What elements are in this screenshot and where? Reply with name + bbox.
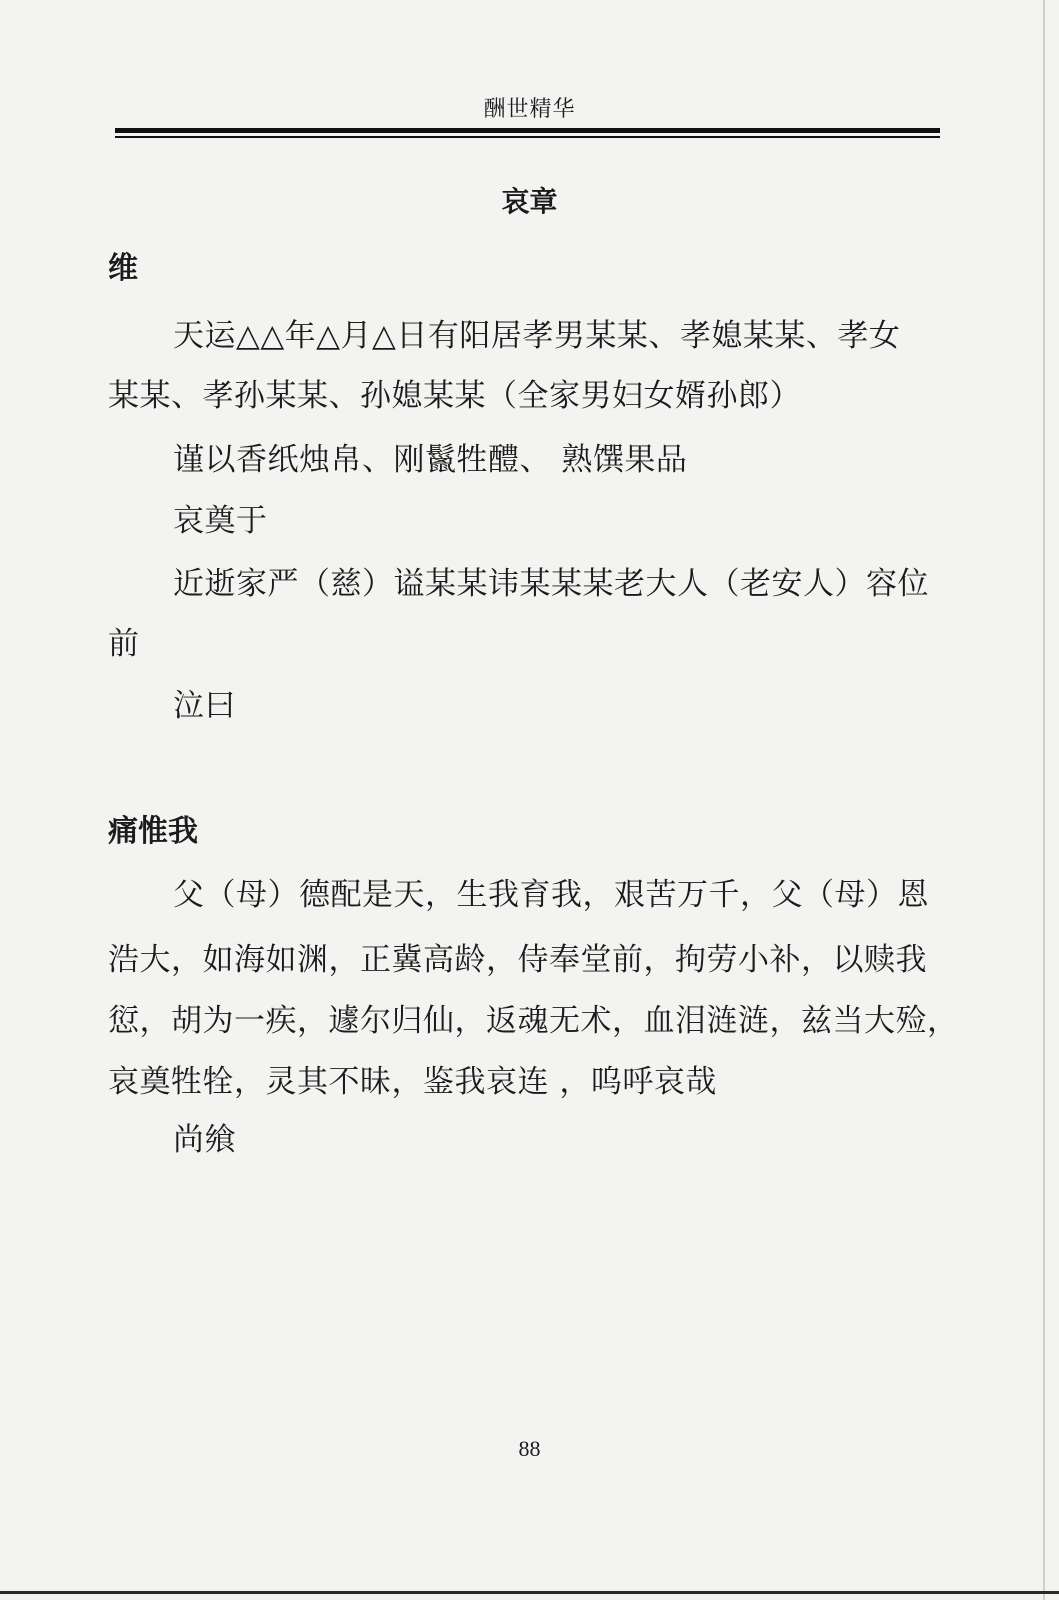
header-rule-thin xyxy=(115,136,940,138)
section-heading-wei: 维 xyxy=(108,251,138,286)
header-rule-thick xyxy=(115,128,940,133)
text-line: 前 xyxy=(108,626,140,662)
text-line: 愆，胡为一疾，遽尔归仙，返魂无术，血泪涟涟，兹当大殓， xyxy=(108,1003,959,1039)
scan-edge-bottom xyxy=(0,1591,1059,1594)
text-line: 父（母）德配是天，生我育我，艰苦万千，父（母）恩 xyxy=(173,877,929,913)
text-line: 浩大，如海如渊，正冀高龄，侍奉堂前，拘劳小补，以赎我 xyxy=(108,942,927,978)
page-number: 88 xyxy=(518,1436,541,1461)
text-line: 尚飨 xyxy=(173,1122,236,1158)
scan-edge-right xyxy=(1043,0,1045,1600)
text-line: 谨以香纸烛帛、刚鬣牲醴、 熟馔果品 xyxy=(173,442,688,478)
section-heading-tongweiwo: 痛惟我 xyxy=(108,814,198,849)
document-title: 哀章 xyxy=(501,185,558,218)
text-line: 泣曰 xyxy=(173,688,236,724)
text-line: 哀奠于 xyxy=(173,503,268,539)
text-line: 某某、孝孙某某、孙媳某某（全家男妇女婿孙郎） xyxy=(108,378,801,414)
text-line: 天运△△年△月△日有阳居孝男某某、孝媳某某、孝女 xyxy=(173,318,901,354)
text-line: 哀奠牲牷，灵其不昧，鉴我哀连 ，呜呼哀哉 xyxy=(108,1064,717,1100)
text-line: 近逝家严（慈）谥某某讳某某某老大人（老安人）容位 xyxy=(173,566,929,602)
running-header: 酬世精华 xyxy=(483,97,576,122)
